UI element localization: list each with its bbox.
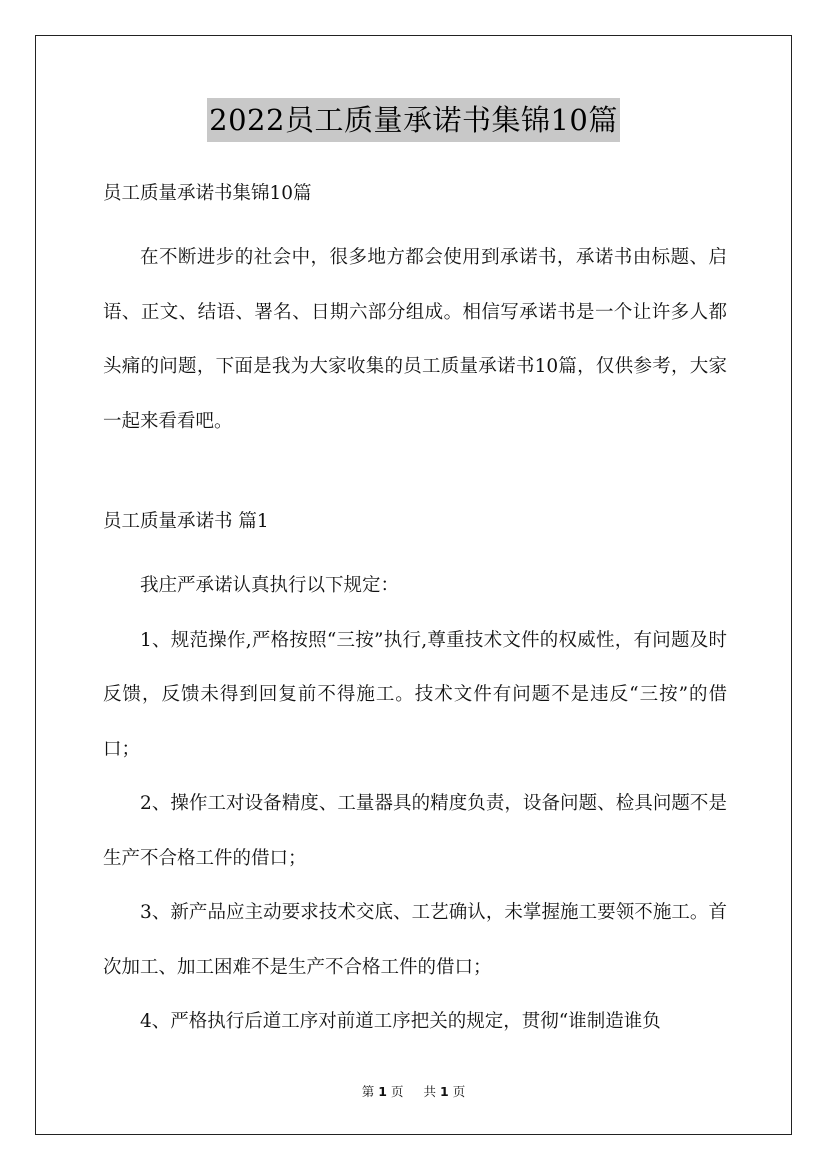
body-paragraph: 1、规范操作,严格按照“三按”执行,尊重技术文件的权威性，有问题及时反馈，反馈未得到回复前不得施工。技术文件有问题不是违反“三按”的借口； <box>103 629 727 760</box>
intro-paragraph: 在不断进步的社会中，很多地方都会使用到承诺书，承诺书由标题、启语、正文、结语、署名、日期六部分组成。相信写承诺书是一个让许多人都头痛的问题，下面是我为大家收集的员工质量承诺书10篇，仅供参考，大家一起来看看吧。 <box>103 247 727 432</box>
total-suffix: 页 <box>452 1084 466 1099</box>
page-suffix: 页 <box>390 1084 404 1099</box>
document-title: 2022员工质量承诺书集锦10篇 <box>207 98 620 142</box>
body-paragraph: 我庄严承诺认真执行以下规定： <box>140 575 400 596</box>
body-paragraph: 2、操作工对设备精度、工量器具的精度负责，设备问题、检具问题不是生产不合格工件的借口； <box>103 793 727 869</box>
section-spacer <box>103 449 727 503</box>
section-heading: 员工质量承诺书 篇1 <box>103 511 269 532</box>
page-total <box>419 1084 469 1099</box>
page-footer <box>0 1082 827 1100</box>
document-body <box>103 175 727 1050</box>
title-container <box>0 98 827 142</box>
page-prefix: 第 <box>361 1084 375 1099</box>
body-paragraph: 3、新产品应主动要求技术交底、工艺确认，未掌握施工要领不施工。首次加工、加工困难不是生产不合格工件的借口； <box>103 902 727 978</box>
body-paragraph: 4、严格执行后道工序对前道工序把关的规定，贯彻“谁制造谁负 <box>140 1011 661 1032</box>
total-prefix: 共 <box>423 1084 436 1099</box>
page-current: 1 <box>378 1084 387 1099</box>
page-number <box>358 1084 408 1099</box>
document-subtitle: 员工质量承诺书集锦10篇 <box>103 183 312 204</box>
total-count: 1 <box>440 1084 449 1099</box>
